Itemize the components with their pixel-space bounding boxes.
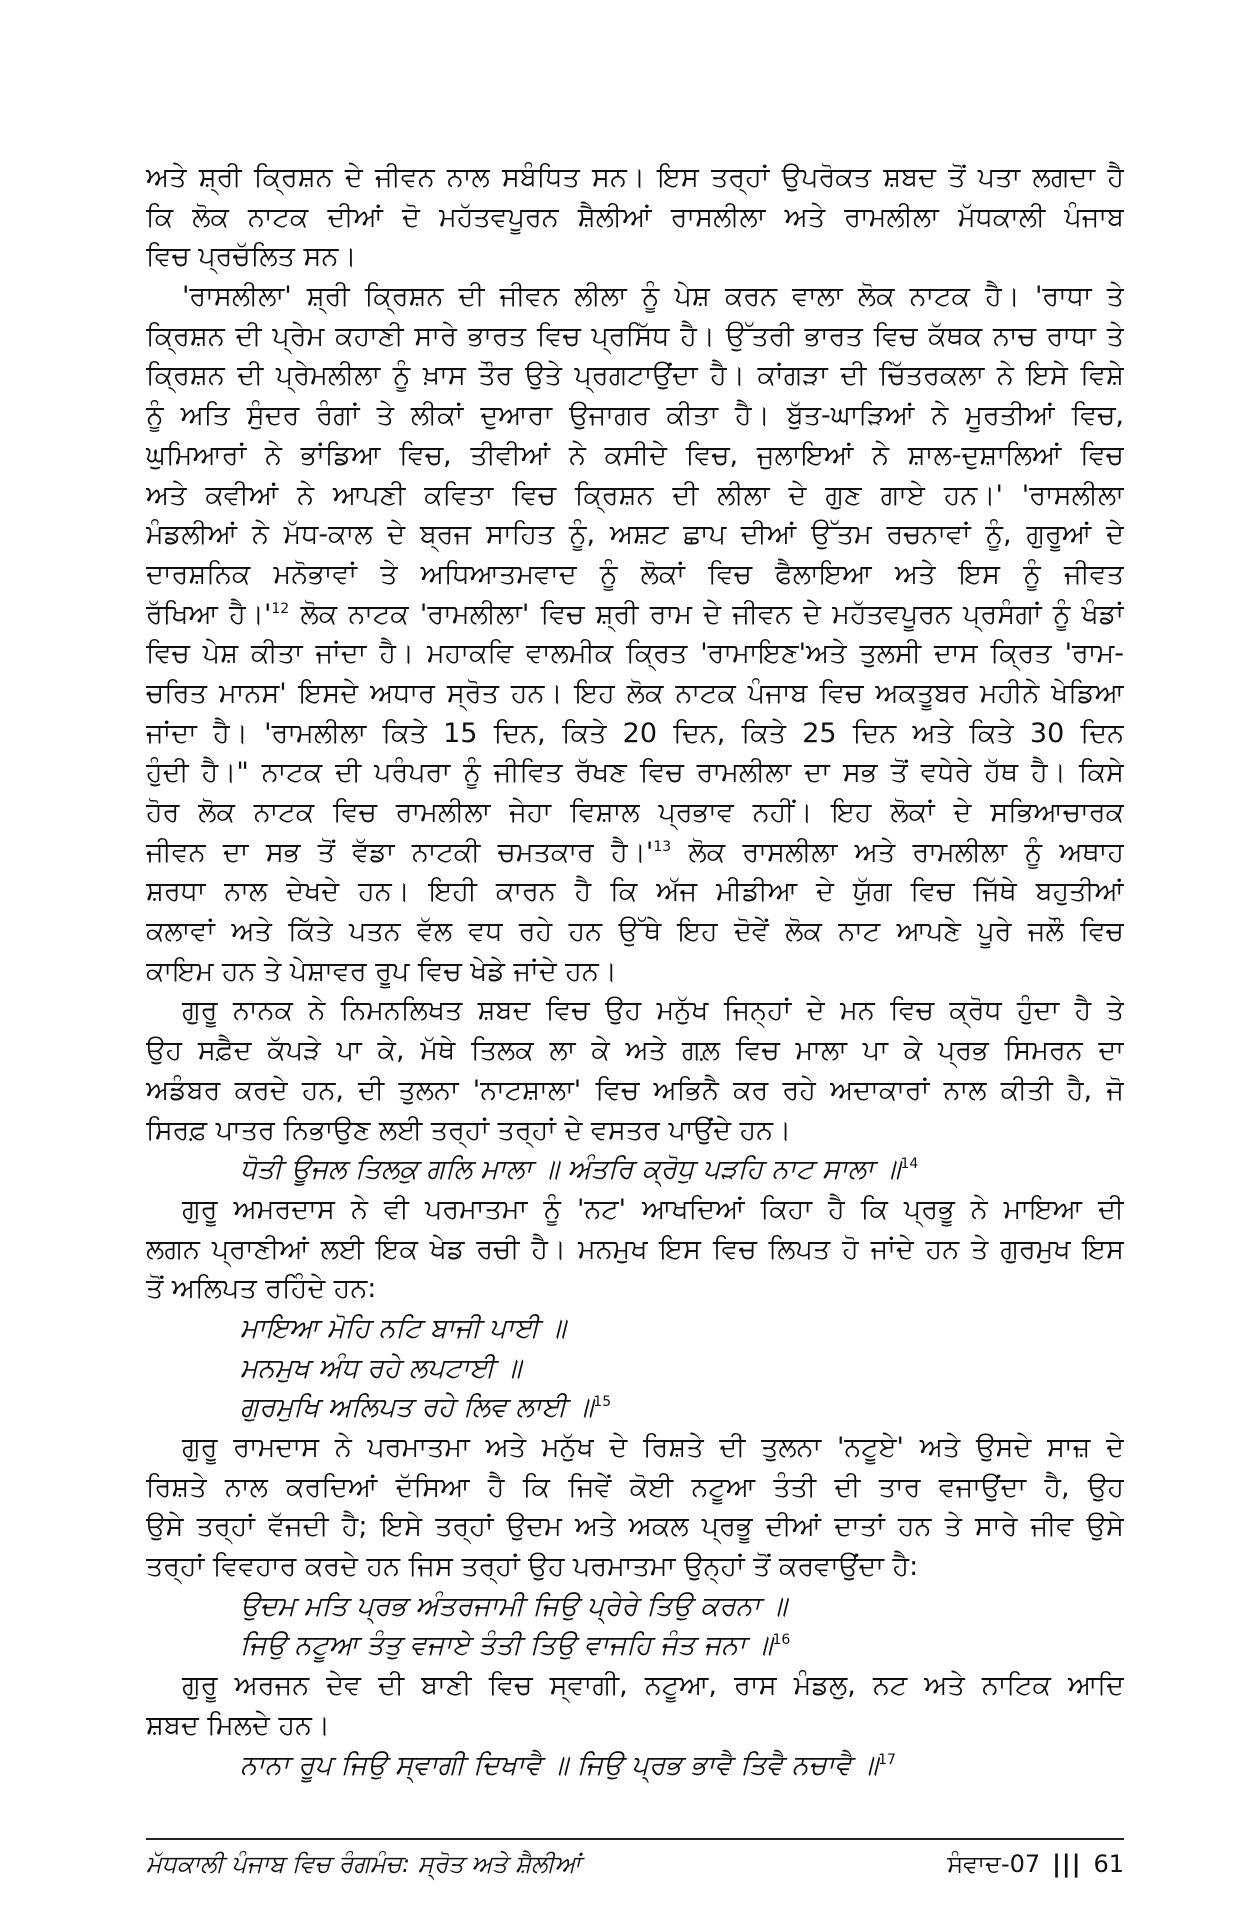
text-line: [146, 356, 1124, 396]
line-text: ਗੁਰੂ ਰਾਮਦਾਸ ਨੇ ਪਰਮਾਤਮਾ ਅਤੇ ਮਨੁੱਖ ਦੇ ਰਿਸ਼ਤੇ ਦੀ ਤੁਲਨਾ 'ਨਟੂਏ' ਅਤੇ ਉਸਦੇ ਸਾਜ਼ ਦੇ: [182, 1432, 1124, 1463]
text-line: [146, 515, 1124, 555]
line-text: ਸਿਰਫ਼ ਪਾਤਰ ਨਿਭਾਉਣ ਲਈ ਤਰ੍ਹਾਂ ਤਰ੍ਹਾਂ ਦੇ ਵਸਤਰ ਪਾਉਂਦੇ ਹਨ।: [146, 1114, 792, 1146]
line-text: ਕਿ ਲੋਕ ਨਾਟਕ ਦੀਆਂ ਦੋ ਮਹੱਤਵਪੂਰਨ ਸ਼ੈਲੀਆਂ ਰਾਸਲੀਲਾ ਅਤੇ ਰਾਮਲੀਲਾ ਮੱਧਕਾਲੀ ਪੰਜਾਬ: [146, 201, 1124, 233]
text-line: [146, 317, 1124, 357]
text-line: [146, 198, 1124, 238]
text-line: [146, 753, 1124, 793]
line-text: ਜੀਵਨ ਦਾ ਸਭ ਤੋਂ ਵੱਡਾ ਨਾਟਕੀ ਚਮਤਕਾਰ ਹੈ।': [146, 836, 654, 868]
line-text: ਮਨਮੁਖ ਅੰਧ ਰਹੇ ਲਪਟਾਈ ॥: [240, 1352, 522, 1384]
footer-book-title: ਮੱਧਕਾਲੀ ਪੰਜਾਬ ਵਿਚ ਰੰਗਮੰਚ: ਸ੍ਰੋਤ ਅਤੇ ਸ਼ੈਲੀਆਂ: [146, 1850, 581, 1878]
line-text: ਰਿਸ਼ਤੇ ਨਾਲ ਕਰਦਿਆਂ ਦੱਸਿਆ ਹੈ ਕਿ ਜਿਵੇਂ ਕੋਈ ਨਟੂਆ ਤੰਤੀ ਦੀ ਤਾਰ ਵਜਾਉਂਦਾ ਹੈ, ਉਹ: [146, 1471, 1124, 1503]
line-text: ਅਡੰਬਰ ਕਰਦੇ ਹਨ, ਦੀ ਤੁਲਨਾ 'ਨਾਟਸ਼ਾਲਾ' ਵਿਚ ਅਭਿਨੈ ਕਰ ਰਹੇ ਅਦਾਕਾਰਾਂ ਨਾਲ ਕੀਤੀ ਹੈ, ਜੋ: [146, 1074, 1124, 1106]
line-text: ਮਾਇਆ ਮੋਹਿ ਨਟਿ ਬਾਜੀ ਪਾਈ ॥: [240, 1312, 566, 1344]
line-text: ਹੁੰਦੀ ਹੈ।" ਨਾਟਕ ਦੀ ਪਰੰਪਰਾ ਨੂੰ ਜੀਵਿਤ ਰੱਖਣ ਵਿਚ ਰਾਮਲੀਲਾ ਦਾ ਸਭ ਤੋਂ ਵਧੇਰੇ ਹੱਥ ਹੈ। ਕਿਸੇ: [146, 757, 1124, 789]
page-number: 61: [1093, 1850, 1124, 1878]
text-line: [146, 436, 1124, 476]
line-text: ਤੋਂ ਅਲਿਪਤ ਰਹਿੰਦੇ ਹਨ:: [146, 1273, 377, 1305]
text-line: [146, 991, 1124, 1031]
verse-line: [146, 1587, 1124, 1627]
line-text-continued: ਲੋਕ ਰਾਸਲੀਲਾ ਅਤੇ ਰਾਮਲੀਲਾ ਨੂੰ ਅਥਾਹ: [671, 836, 1124, 868]
text-line: [146, 1547, 1124, 1587]
line-text: ਜਾਂਦਾ ਹੈ। 'ਰਾਮਲੀਲਾ ਕਿਤੇ 15 ਦਿਨ, ਕਿਤੇ 20 ਦਿਨ, ਕਿਤੇ 25 ਦਿਨ ਅਤੇ ਕਿਤੇ 30 ਦਿਨ: [146, 717, 1124, 749]
footnote-ref: 12: [271, 600, 290, 617]
verse-line: [146, 1349, 1124, 1389]
footer-rule: [146, 1838, 1124, 1840]
text-line: [146, 1468, 1124, 1508]
line-text: ਅਤੇ ਕਵੀਆਂ ਨੇ ਆਪਣੀ ਕਵਿਤਾ ਵਿਚ ਕ੍ਰਿਸ਼ਨ ਦੀ ਲੀਲਾ ਦੇ ਗੁਣ ਗਾਏ ਹਨ।' 'ਰਾਸਲੀਲਾ: [146, 479, 1124, 511]
line-text: ਅਤੇ ਸ਼੍ਰੀ ਕ੍ਰਿਸ਼ਨ ਦੇ ਜੀਵਨ ਨਾਲ ਸਬੰਧਿਤ ਸਨ। ਇਸ ਤਰ੍ਹਾਂ ਉਪਰੋਕਤ ਸ਼ਬਦ ਤੋਂ ਪਤਾ ਲਗਦਾ ਹੈ: [146, 162, 1124, 193]
text-line: [146, 1706, 1124, 1746]
text-line: [146, 1428, 1124, 1468]
line-text: ਕ੍ਰਿਸ਼ਨ ਦੀ ਪ੍ਰੇਮ ਕਹਾਣੀ ਸਾਰੇ ਭਾਰਤ ਵਿਚ ਪ੍ਰਸਿੱਧ ਹੈ। ਉੱਤਰੀ ਭਾਰਤ ਵਿਚ ਕੱਥਕ ਨਾਚ ਰਾਧਾ ਤੇ: [146, 320, 1124, 352]
verse-line: [146, 1626, 1124, 1666]
footnote-ref: 16: [772, 1632, 791, 1649]
footnote-ref: 15: [593, 1394, 612, 1411]
text-line: [146, 674, 1124, 714]
line-text: ਗੁਰਮੁਖਿ ਅਲਿਪਤ ਰਹੇ ਲਿਵ ਲਾਈ ॥: [240, 1392, 594, 1424]
line-text: ਲਗਨ ਪ੍ਰਾਣੀਆਂ ਲਈ ਇਕ ਖੇਡ ਰਚੀ ਹੈ। ਮਨਮੁਖ ਇਸ ਵਿਚ ਲਿਪਤ ਹੋ ਜਾਂਦੇ ਹਨ ਤੇ ਗੁਰਮੁਖ ਇਸ: [146, 1233, 1124, 1265]
line-text: 'ਰਾਸਲੀਲਾ' ਸ਼੍ਰੀ ਕ੍ਰਿਸ਼ਨ ਦੀ ਜੀਵਨ ਲੀਲਾ ਨੂੰ ਪੇਸ਼ ਕਰਨ ਵਾਲਾ ਲੋਕ ਨਾਟਕ ਹੈ। 'ਰਾਧਾ ਤੇ: [182, 281, 1124, 313]
line-text: ਵਿਚ ਪ੍ਰਚੱਲਿਤ ਸਨ।: [146, 241, 357, 273]
text-line: [146, 833, 1124, 873]
line-text: ਗੁਰੂ ਅਰਜਨ ਦੇਵ ਦੀ ਬਾਣੀ ਵਿਚ ਸ੍ਵਾਗੀ, ਨਟੂਆ, ਰਾਸ ਮੰਡਲੁ, ਨਟ ਅਤੇ ਨਾਟਿਕ ਆਦਿ: [182, 1670, 1124, 1702]
footnote-ref: 14: [900, 1156, 919, 1173]
line-text: ਤਰ੍ਹਾਂ ਵਿਵਹਾਰ ਕਰਦੇ ਹਨ ਜਿਸ ਤਰ੍ਹਾਂ ਉਹ ਪਰਮਾਤਮਾ ਉਨ੍ਹਾਂ ਤੋਂ ਕਰਵਾਉਂਦਾ ਹੈ:: [146, 1551, 919, 1583]
line-text: ਜਿਉ ਨਟੂਆ ਤੰਤੁ ਵਜਾਏ ਤੰਤੀ ਤਿਉ ਵਾਜਹਿ ਜੰਤ ਜਨਾ ॥: [240, 1630, 773, 1662]
line-text: ਉਦਮ ਮਤਿ ਪ੍ਰਭ ਅੰਤਰਜਾਮੀ ਜਿਉ ਪ੍ਰੇਰੇ ਤਿਉ ਕਰਨਾ ॥: [240, 1590, 787, 1622]
text-line: [146, 793, 1124, 833]
line-text: ਧੋਤੀ ਊਜਲ ਤਿਲਕੁ ਗਲਿ ਮਾਲਾ ॥ ਅੰਤਰਿ ਕ੍ਰੋਧੁ ਪੜਹਿ ਨਾਟ ਸਾਲਾ ॥: [240, 1154, 901, 1186]
text-line: [146, 595, 1124, 635]
text-line: [146, 1507, 1124, 1547]
footnote-ref: 13: [653, 838, 672, 855]
line-text: ਦਾਰਸ਼ਨਿਕ ਮਨੋਭਾਵਾਂ ਤੇ ਅਧਿਆਤਮਵਾਦ ਨੂੰ ਲੋਕਾਂ ਵਿਚ ਫੈਲਾਇਆ ਅਤੇ ਇਸ ਨੂੰ ਜੀਵਤ: [146, 558, 1124, 590]
text-line: [146, 714, 1124, 754]
text-line: [146, 1230, 1124, 1270]
footer-journal: ਸੰਵਾਦ-07: [947, 1850, 1041, 1878]
line-text: ਨਾਨਾ ਰੂਪ ਜਿਉ ਸ੍ਵਾਗੀ ਦਿਖਾਵੈ ॥ ਜਿਉ ਪ੍ਰਭ ਭਾਵੈ ਤਿਵੈ ਨਚਾਵੈ ॥: [240, 1749, 879, 1781]
line-text: ਗੁਰੂ ਨਾਨਕ ਨੇ ਨਿਮਨਲਿਖਤ ਸ਼ਬਦ ਵਿਚ ਉਹ ਮਨੁੱਖ ਜਿਨ੍ਹਾਂ ਦੇ ਮਨ ਵਿਚ ਕ੍ਰੋਧ ਹੁੰਦਾ ਹੈ ਤੇ: [182, 995, 1124, 1027]
text-line: [146, 476, 1124, 516]
line-text: ਗੁਰੂ ਅਮਰਦਾਸ ਨੇ ਵੀ ਪਰਮਾਤਮਾ ਨੂੰ 'ਨਟ' ਆਖਦਿਆਂ ਕਿਹਾ ਹੈ ਕਿ ਪ੍ਰਭੂ ਨੇ ਮਾਇਆ ਦੀ: [182, 1193, 1124, 1225]
line-text: ਹੋਰ ਲੋਕ ਨਾਟਕ ਵਿਚ ਰਾਮਲੀਲਾ ਜੇਹਾ ਵਿਸ਼ਾਲ ਪ੍ਰਭਾਵ ਨਹੀਂ। ਇਹ ਲੋਕਾਂ ਦੇ ਸਭਿਆਚਾਰਕ: [146, 797, 1124, 828]
line-text: ਘੁਮਿਆਰਾਂ ਨੇ ਭਾਂਡਿਆ ਵਿਚ, ਤੀਵੀਆਂ ਨੇ ਕਸੀਦੇ ਵਿਚ, ਜੁਲਾਇਆਂ ਨੇ ਸ਼ਾਲ-ਦੁਸ਼ਾਲਿਆਂ ਵਿਚ: [146, 439, 1124, 471]
verse-line: [146, 1746, 1124, 1786]
text-line: [146, 1111, 1124, 1151]
text-line: [146, 872, 1124, 912]
line-text-continued: ਲੋਕ ਨਾਟਕ 'ਰਾਮਲੀਲਾ' ਵਿਚ ਸ਼੍ਰੀ ਰਾਮ ਦੇ ਜੀਵਨ ਦੇ ਮਹੱਤਵਪੂਰਨ ਪ੍ਰਸੰਗਾਂ ਨੂੰ ਖੰਡਾਂ: [289, 598, 1124, 630]
verse-line: [146, 1309, 1124, 1349]
text-line: [146, 912, 1124, 952]
footer-separator: |||: [1052, 1850, 1082, 1878]
text-line: [146, 396, 1124, 436]
verse-line: [146, 1150, 1124, 1190]
line-text: ਚਰਿਤ ਮਾਨਸ' ਇਸਦੇ ਅਧਾਰ ਸ੍ਰੋਤ ਹਨ। ਇਹ ਲੋਕ ਨਾਟਕ ਪੰਜਾਬ ਵਿਚ ਅਕਤੂਬਰ ਮਹੀਨੇ ਖੇਡਿਆ: [146, 677, 1124, 709]
text-line: [146, 1666, 1124, 1706]
line-text: ਉਹ ਸਫ਼ੈਦ ਕੱਪੜੇ ਪਾ ਕੇ, ਮੱਥੇ ਤਿਲਕ ਲਾ ਕੇ ਅਤੇ ਗਲ਼ ਵਿਚ ਮਾਲਾ ਪਾ ਕੇ ਪ੍ਰਭ ਸਿਮਰਨ ਦਾ: [146, 1035, 1124, 1067]
text-line: [146, 1031, 1124, 1071]
text-line: [146, 1071, 1124, 1111]
verse-line: [146, 1388, 1124, 1428]
text-line: [146, 277, 1124, 317]
text-line: [146, 158, 1124, 198]
text-line: [146, 952, 1124, 992]
footer-page-info: [947, 1850, 1124, 1878]
text-line: [146, 1269, 1124, 1309]
line-text: ਕ੍ਰਿਸ਼ਨ ਦੀ ਪ੍ਰੇਮਲੀਲਾ ਨੂੰ ਖ਼ਾਸ ਤੌਰ ਉਤੇ ਪ੍ਰਗਟਾਉਂਦਾ ਹੈ। ਕਾਂਗੜਾ ਦੀ ਚਿੱਤਰਕਲਾ ਨੇ ਇਸੇ ਵਿਸ਼ੇ: [146, 360, 1124, 392]
line-text: ਸ਼ਬਦ ਮਿਲਦੇ ਹਨ।: [146, 1709, 331, 1741]
line-text: ਰੱਖਿਆ ਹੈ।': [146, 598, 272, 630]
line-text: ਮੰਡਲੀਆਂ ਨੇ ਮੱਧ-ਕਾਲ ਦੇ ਬ੍ਰਜ ਸਾਹਿਤ ਨੂੰ, ਅਸ਼ਟ ਛਾਪ ਦੀਆਂ ਉੱਤਮ ਰਚਨਾਵਾਂ ਨੂੰ, ਗੁਰੂਆਂ ਦੇ: [146, 519, 1124, 551]
line-text: ਕਾਇਮ ਹਨ ਤੇ ਪੇਸ਼ਾਵਰ ਰੂਪ ਵਿਚ ਖੇਡੇ ਜਾਂਦੇ ਹਨ।: [146, 955, 617, 987]
text-line: [146, 634, 1124, 674]
line-text: ਨੂੰ ਅਤਿ ਸੁੰਦਰ ਰੰਗਾਂ ਤੇ ਲੀਕਾਂ ਦੁਆਰਾ ਉਜਾਗਰ ਕੀਤਾ ਹੈ। ਬੁੱਤ-ਘਾੜਿਆਂ ਨੇ ਮੂਰਤੀਆਂ ਵਿਚ,: [146, 400, 1124, 432]
footnote-ref: 17: [878, 1751, 896, 1768]
text-line: [146, 1190, 1124, 1230]
line-text: ਵਿਚ ਪੇਸ਼ ਕੀਤਾ ਜਾਂਦਾ ਹੈ। ਮਹਾਕਵਿ ਵਾਲਮੀਕ ਕ੍ਰਿਤ 'ਰਾਮਾਇਣ'ਅਤੇ ਤੁਲਸੀ ਦਾਸ ਕ੍ਰਿਤ 'ਰਾਮ-: [146, 638, 1124, 670]
line-text: ਉਸੇ ਤਰ੍ਹਾਂ ਵੱਜਦੀ ਹੈ; ਇਸੇ ਤਰ੍ਹਾਂ ਉਦਮ ਅਤੇ ਅਕਲ ਪ੍ਰਭੂ ਦੀਆਂ ਦਾਤਾਂ ਹਨ ਤੇ ਸਾਰੇ ਜੀਵ ਉਸੇ: [146, 1511, 1124, 1543]
line-text: ਸ਼ਰਧਾ ਨਾਲ ਦੇਖਦੇ ਹਨ। ਇਹੀ ਕਾਰਨ ਹੈ ਕਿ ਅੱਜ ਮੀਡੀਆ ਦੇ ਯੁੱਗ ਵਿਚ ਜਿੱਥੇ ਬਹੁਤੀਆਂ: [146, 876, 1124, 908]
text-line: [146, 555, 1124, 595]
body-text: [146, 158, 1124, 1785]
line-text: ਕਲਾਵਾਂ ਅਤੇ ਕਿੱਤੇ ਪਤਨ ਵੱਲ ਵਧ ਰਹੇ ਹਨ ਉੱਥੇ ਇਹ ਦੋਵੇਂ ਲੋਕ ਨਾਟ ਆਪਣੇ ਪੂਰੇ ਜਲੌ ਵਿਚ: [146, 916, 1124, 948]
text-line: [146, 237, 1124, 277]
